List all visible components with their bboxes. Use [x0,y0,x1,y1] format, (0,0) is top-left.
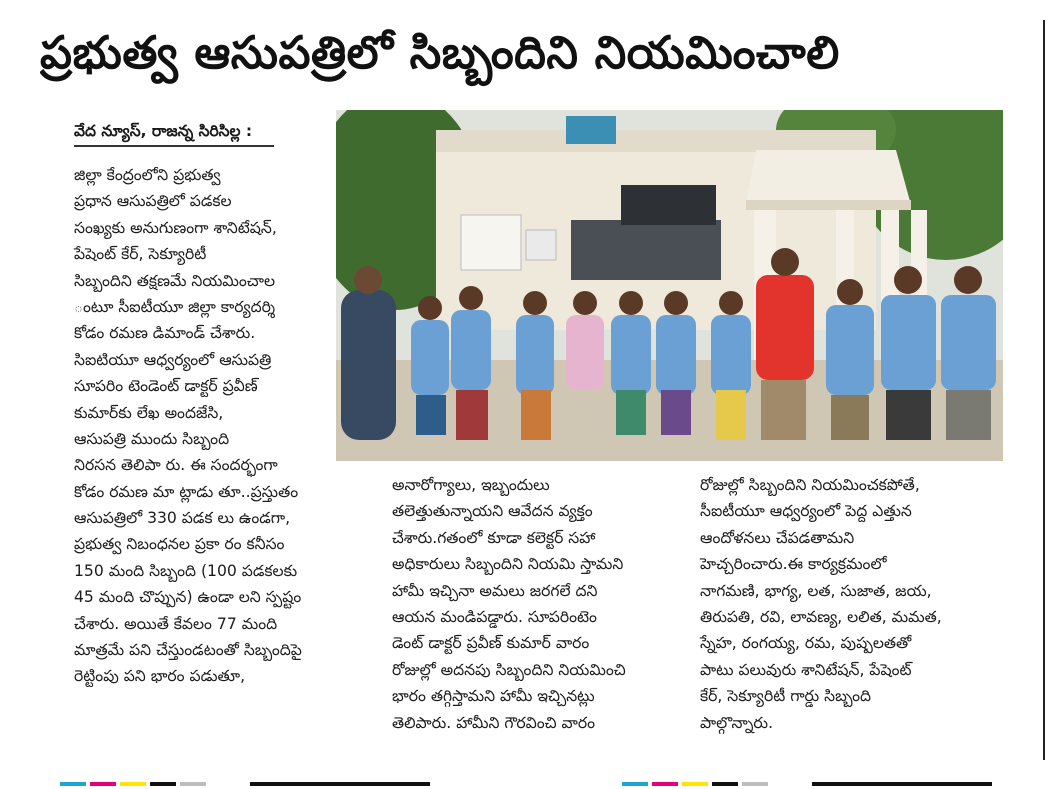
article-line: తెలిపారు. హామీని గౌరవించి వారం [392,713,595,732]
article-line: అధికారులు సిబ్బందిని నియమి స్తామని [392,555,624,574]
article-line: సిఐటియూ ఆధ్వర్యంలో ఆసుపత్రి [74,350,272,369]
article-line: 45 మంది చొప్పున) ఉండా లని స్పష్టం [74,588,302,607]
article-line: డెంట్ డాక్టర్ ప్రవీణ్ కుమార్ వారం [392,634,590,653]
article-line: చేశారు.గతంలో కూడా కలెక్టర్ సహా [392,528,596,547]
byline-underline [74,145,274,147]
article-line: హామీ ఇచ్చినా అమలు జరగలే దని [392,581,598,600]
article-line: 150 మంది సిబ్బంది (100 పడకలకు [74,561,298,580]
article-line: కుమార్‌కు లేఖ అందజేసి, [74,403,224,422]
article-line: ఆసుపత్రిలో 330 పడక లు ఉండగా, [74,509,291,528]
article-line: పేషెంట్ కేర్, సెక్యూరిటీ [74,245,207,264]
print-rule [812,782,992,786]
article-line: ంటూ సీఐటీయూ జిల్లా కార్యదర్శి [74,297,276,316]
article-line: తిరుపతి, రవి, లావణ్య, లలిత, మమత, [700,607,942,626]
article-line: రెట్టింపు పని భారం పడుతూ, [74,667,246,686]
article-line: చేశారు. అయితే కేవలం 77 మంది [74,614,278,633]
article-line: తలెత్తుతున్నాయని ఆవేదన వ్యక్తం [392,502,593,521]
article-line: ఆసుపత్రి ముందు సిబ్బంది [74,429,230,448]
article-line: ప్రభుత్వ నిబంధనల ప్రకా రం కనీసం [74,535,285,554]
article-line: కోడం రమణ మా ట్లాడు తూ..ప్రస్తుతం [74,482,299,501]
article-line: మాత్రమే పని చేస్తుండటంతో సిబ్బందిపై [74,641,302,660]
print-color-swatch [90,782,116,786]
print-color-swatch [120,782,146,786]
article-column-3 [700,472,1000,736]
print-color-swatch [622,782,648,786]
article-line: హెచ్చరించారు.ఈ కార్యక్రమంలో [700,555,887,574]
headline: ప్రభుత్వ ఆసుపత్రిలో సిబ్బందిని నియమించాలి [40,26,840,79]
article-line: భారం తగ్గిస్తామని హామీ ఇచ్చినట్లు [392,687,595,706]
article-line: జిల్లా కేంద్రంలోని ప్రభుత్వ [74,166,221,184]
article-line: నిరసన తెలిపా రు. ఈ సందర్భంగా [74,456,278,475]
article-line: నాగమణి, భాగ్య, లత, సుజాత, జయ, [700,581,932,600]
print-color-swatch [652,782,678,786]
article-line: ఆయన మండిపడ్డారు. సూపరింటెం [392,607,597,626]
article-line: రోజుల్లో అదనపు సిబ్బందిని నియమించి [392,660,626,679]
group-protest-photo [336,110,1003,461]
print-color-swatch [712,782,738,786]
article-column-1 [74,162,336,690]
print-color-swatch [150,782,176,786]
article-line: పాటు పలువురు శానిటేషన్, పేషెంట్ [700,660,912,679]
article-line: సంఖ్యకు అనుగుణంగా శానిటేషన్, [74,218,277,237]
print-color-swatch [742,782,768,786]
article-line: సిబ్బందిని తక్షణమే నియమించాల [74,271,276,290]
print-rule [250,782,430,786]
article-line: అనారోగ్యాలు, ఇబ్బందులు [392,476,550,494]
article-line: ఆందోళనలు చేపడతామని [700,528,855,547]
article-line: కోడం రమణ డిమాండ్ చేశారు. [74,324,256,343]
article-line: సీఐటీయూ ఆధ్వర్యంలో పెద్ద ఎత్తున [700,502,912,521]
article-line: కేర్, సెక్యూరిటీ గార్డు సిబ్బంది [700,687,872,706]
news-photo [336,110,1003,461]
print-color-swatch [682,782,708,786]
article-line: రోజుల్లో సిబ్బందిని నియమించకపోతే, [700,476,920,494]
byline: వేద న్యూస్, రాజన్న సిరిసిల్ల : [74,122,253,140]
article-line: ప్రధాన ఆసుపత్రిలో పడకల [74,192,232,211]
article-line: సూపరిం టెండెంట్ డాక్టర్ ప్రవీణ్ [74,377,258,396]
print-color-swatch [180,782,206,786]
article-line: పాల్గొన్నారు. [700,713,774,732]
print-color-swatch [60,782,86,786]
column-rule [1043,20,1045,760]
article-column-2 [392,472,682,736]
article-line: స్నేహ, రంగయ్య, రమ, పుష్పలతతో [700,634,912,653]
